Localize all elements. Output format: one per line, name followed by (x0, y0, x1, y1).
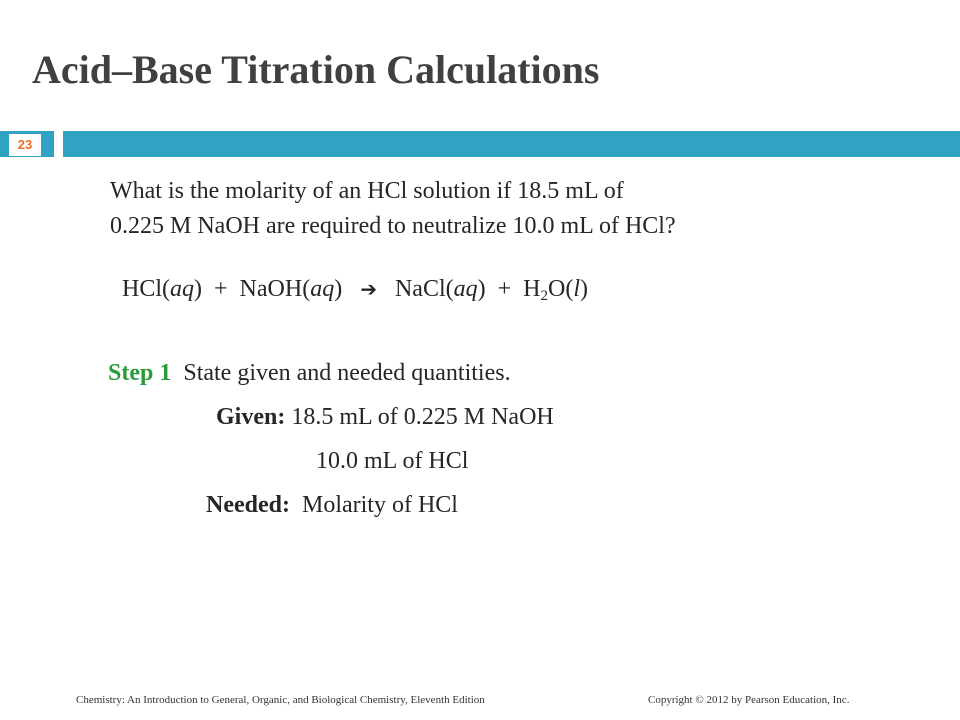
slide-title: Acid–Base Titration Calculations (32, 47, 600, 92)
plus-sign: + (485, 276, 524, 302)
needed-label: Needed: (206, 492, 290, 518)
given-value-1: 18.5 mL of 0.225 M NaOH (291, 404, 554, 430)
given-label: Given: (216, 404, 286, 430)
product-water: $H_2O(l)$ (523, 276, 588, 304)
slide-number: 23 (9, 134, 41, 156)
chemical-equation (122, 276, 588, 303)
given-line-1 (216, 404, 554, 431)
needed-value: Molarity of HCl (301, 492, 458, 518)
reactant-hcl: HCl(aq) (122, 276, 202, 302)
plus-sign: + (202, 276, 240, 302)
reaction-arrow-icon: ➔ (360, 277, 377, 301)
header-bar (63, 131, 960, 157)
question-line-2: 0.225 M NaOH are required to neutralize 10.0 mL of HCl? (110, 213, 676, 239)
step-1 (108, 360, 511, 387)
reactant-naoh: NaOH(aq) (239, 276, 343, 302)
product-nacl: NaCl(aq) (394, 276, 486, 302)
footer-copyright: Copyright © 2012 by Pearson Education, Inc. (648, 694, 850, 706)
step-label: Step 1 (108, 360, 172, 386)
question-line-1: What is the molarity of an HCl solution if 18.5 mL of (110, 178, 624, 204)
needed-line (206, 492, 458, 519)
step-text: State given and needed quantities. (183, 360, 511, 386)
footer-book-title: Chemistry: An Introduction to General, Organic, and Biological Chemistry, Eleventh Edition (76, 694, 485, 706)
given-value-2: 10.0 mL of HCl (316, 448, 469, 474)
